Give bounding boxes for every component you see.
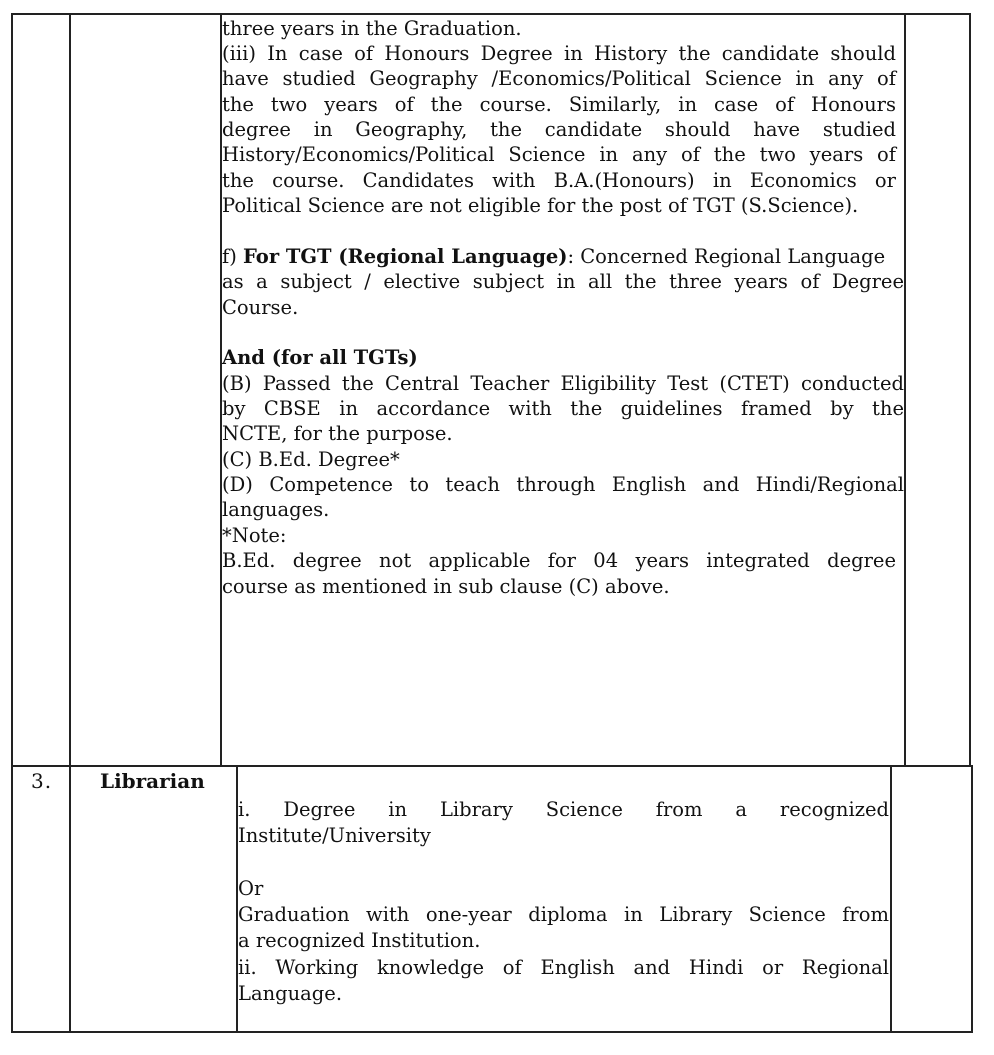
text-line: as a subject / elective subject in all the three years of Degree [222, 270, 904, 293]
text-line: by CBSE in accordance with the guidelines framed by the [222, 397, 904, 420]
text-line: (D) Competence to teach through English and Hindi/Regional [222, 473, 904, 496]
text-line: degree in Geography, the candidate should have studied [222, 118, 896, 141]
text-line: (C) B.Ed. Degree* [222, 448, 400, 471]
and-for-all-tgts-heading: And (for all TGTs) [222, 346, 418, 369]
text-line: NCTE, for the purpose. [222, 422, 453, 445]
table-border-top [11, 13, 971, 15]
row-divider [11, 765, 971, 767]
serial-number: 3. [31, 769, 53, 793]
text-line: History/Economics/Political Science in any of the two years of [222, 143, 896, 166]
table-border-left [11, 13, 13, 1033]
text-line: have studied Geography /Economics/Political Science in any of [222, 67, 896, 90]
text-line: Course. [222, 296, 299, 319]
column-divider-1 [69, 13, 71, 1033]
text-line: Or [238, 877, 264, 900]
note-label: *Note: [222, 524, 287, 547]
text-line: languages. [222, 498, 330, 521]
post-name: Librarian [100, 769, 205, 793]
text-line: (B) Passed the Central Teacher Eligibility Test (CTET) conducted [222, 372, 904, 395]
text-line: i. Degree in Library Science from a recognized [238, 798, 889, 821]
text-line: Language. [238, 982, 343, 1005]
text-line: B.Ed. degree not applicable for 04 years integrated degree [222, 549, 896, 572]
text-line: Political Science are not eligible for the post of TGT (S.Science). [222, 194, 859, 217]
text-line: Institute/University [238, 824, 431, 847]
text-line: a recognized Institution. [238, 929, 481, 952]
text-line: (iii) In case of Honours Degree in History the candidate should [222, 42, 896, 65]
table-border-right-lower [971, 765, 973, 1033]
text-line: the course. Candidates with B.A.(Honours) in Economics or [222, 169, 896, 192]
text-line: course as mentioned in sub clause (C) above. [222, 575, 670, 598]
table-border-right [969, 13, 971, 766]
table-border-bottom [11, 1031, 973, 1033]
text-line: ii. Working knowledge of English and Hindi or Regional [238, 956, 889, 979]
text-line: the two years of the course. Similarly, in case of Honours [222, 93, 896, 116]
text-line: Graduation with one-year diploma in Library Science from [238, 903, 889, 926]
text-line: three years in the Graduation. [222, 17, 522, 40]
column-divider-3-upper [904, 13, 906, 766]
column-divider-3-lower [890, 765, 892, 1033]
tgt-regional-language-heading: f) For TGT (Regional Language): Concerned Regional Language [222, 245, 886, 268]
